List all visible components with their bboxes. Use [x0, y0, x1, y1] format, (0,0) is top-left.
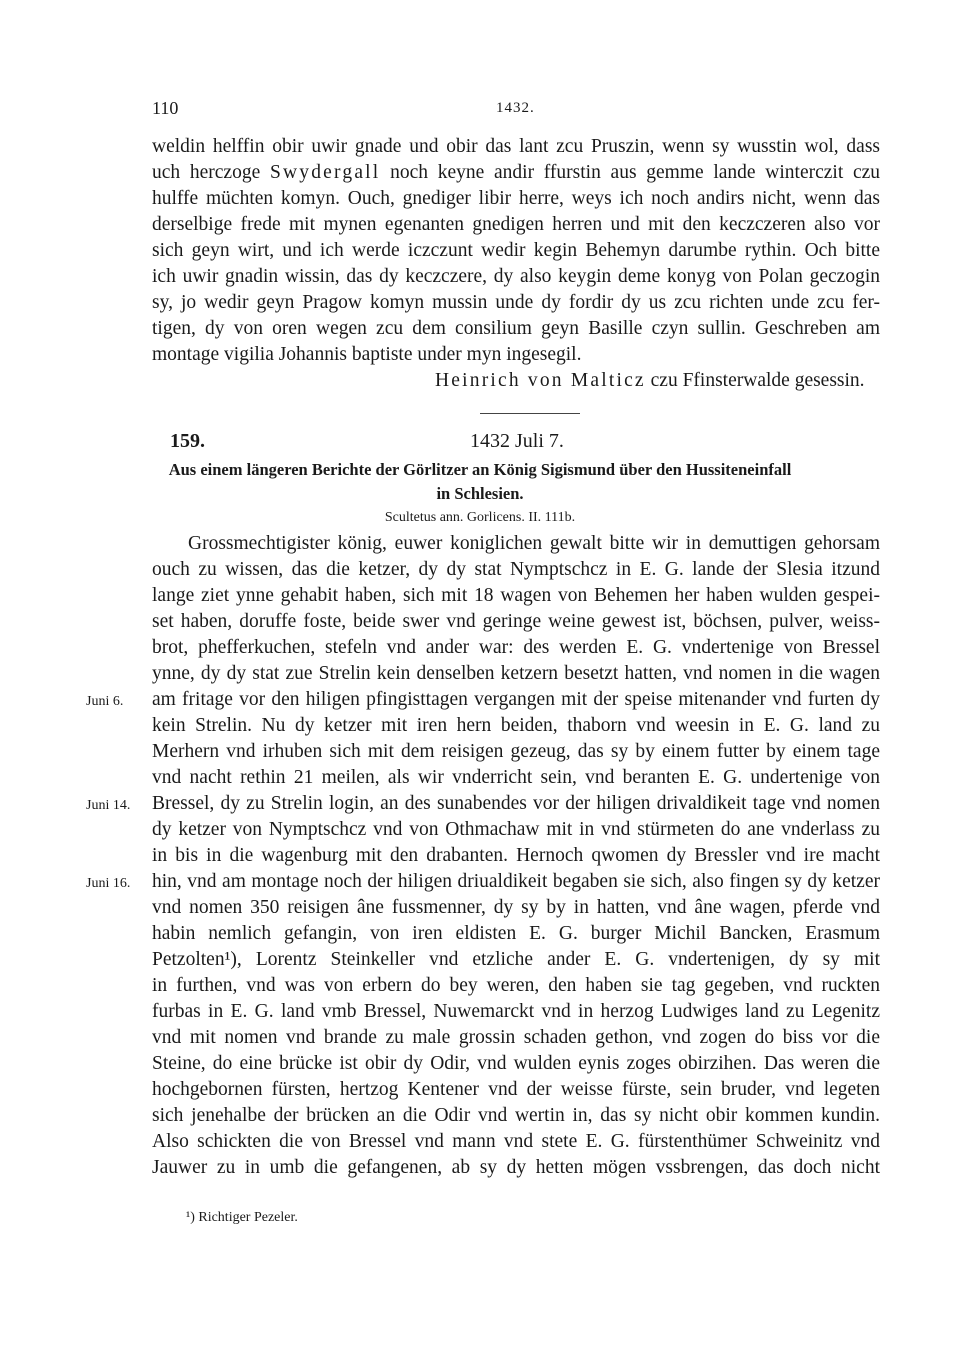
- text-line: ich uwir gnadin wissin, das dy keczczere, dy also keygin deme konyg von Polan geczogin: [152, 266, 880, 287]
- source-reference: Scultetus ann. Gorlicens. II. 111b.: [384, 510, 576, 525]
- text-line: [152, 160, 880, 186]
- text-line: Petzolten¹), Lorentz Steinkeller vnd etzliche ander E. G. vndertenigen, dy sy mit: [152, 949, 880, 970]
- document-title: Aus einem längeren Berichte der Görlitzer an König Sigismund über den Hussiteneinfall: [168, 460, 792, 479]
- text-line: hochgebornen fürsten, hertzog Kentener vnd der weisse fürste, sein bruder, vnd legeten: [152, 1079, 880, 1100]
- text-line: montage vigilia Johannis baptiste under myn ingesegil.: [152, 344, 582, 365]
- text-line: weldin helffin obir uwir gnade und obir das lant zcu Pruszin, wenn sy wusstin wol, dass: [152, 136, 880, 157]
- page-number: 110: [152, 98, 179, 118]
- text-line: ynne, dy dy stat zue Strelin kein denselben ketzern besetzt hatten, vnd nomen in die wagen: [152, 663, 880, 684]
- person-name: Swydergall: [269, 162, 381, 183]
- text-line: Also schickten die von Bressel vnd mann vnd stete E. G. fürstenthümer Schweinitz vnd: [152, 1131, 880, 1152]
- text-segment: noch keyne andir ffurstin aus gemme lande winterczit czu: [390, 162, 881, 183]
- text-line: tigen, dy von oren wegen zcu dem consilium geyn Basille czyn sullin. Geschreben am: [152, 318, 880, 339]
- text-line: set haben, doruffe foste, beide swer vnd geringe weine gewest ist, böchsen, pulver, weiss-: [152, 611, 880, 632]
- text-line: Steine, do eine brücke ist obir dy Odir, vnd wulden eynis zoges obirzihen. Das weren die: [152, 1053, 880, 1074]
- text-line: ouch zu wissen, das die ketzer, dy dy stat Nymptschcz in E. G. lande der Slesia itzund: [152, 559, 880, 580]
- text-line: am fritage vor den hiligen pfingisttagen vergangen mit der speise mitenander vnd furten dy: [152, 689, 880, 710]
- text-line: Jauwer zu in umb die gefangenen, ab sy dy hetten mögen vssbrengen, das doch nicht: [152, 1157, 880, 1178]
- text-line: sich geyn wirt, und ich werde iczczunt wedir kegin Behemyn darumbe rythin. Och bitte: [152, 240, 880, 261]
- text-line: sich jenehalbe der brücken an die Odir vnd wertin in, das sy nicht obir kommen kundin.: [152, 1105, 880, 1126]
- margin-date-note: Juni 16.: [86, 876, 131, 891]
- running-head-year: 1432.: [496, 100, 535, 116]
- text-line: in bis in die wagenburg mit den drabanten. Hernoch qwomen dy Bressler vnd ire macht: [152, 845, 880, 866]
- text-line: vnd nomen 350 reisigen âne fussmenner, dy sy by in hatten, vnd âne wagen, pferde vnd: [152, 897, 880, 918]
- text-line: habin nemlich gefangin, von iren eldisten E. G. burger Michil Bancken, Erasmum: [152, 923, 880, 944]
- text-line: hin, vnd am montage noch der hiligen driualdikeit begaben sie sich, also fingen sy dy ketzer: [152, 871, 880, 892]
- section-divider: [480, 413, 580, 414]
- text-line: hulffe müchten komyn. Ouch, gnediger libir herre, weys ich noch andirs nicht, wenn das: [152, 188, 880, 209]
- text-line: Merhern vnd irhuben sich mit dem reisigen gezeug, das sy by einem futter by einem tage: [152, 741, 880, 762]
- text-line: sy, jo wedir geyn Pragow komyn mussin unde dy fordir dy us zcu richten unde zcu fer-: [152, 292, 880, 313]
- text-line: furbas in E. G. land vmb Bressel, Nuwemarckt vnd in herzog Ludwiges land zu Legenitz: [152, 1001, 880, 1022]
- signature-rest: czu Ffinsterwalde gesessin.: [650, 370, 865, 391]
- text-line: Grossmechtigister könig, euwer koniglichen gewalt bitte wir in demuttigen gehorsam: [188, 533, 880, 554]
- text-line: dy ketzer von Nymptschcz vnd von Othmachaw mit in vnd stürmeten do ane vnderlass zu: [152, 819, 880, 840]
- text-segment: uch herczoge: [152, 162, 261, 183]
- text-line: lange ziet ynne gehabit haben, sich mit 18 wagen von Behemen her haben wulden gespei-: [152, 585, 880, 606]
- text-line: kein Strelin. Nu dy ketzer mit iren hern beiden, thaborn vnd weesin in E. G. land zu: [152, 715, 880, 736]
- text-line: Bressel, dy zu Strelin login, an des sunabendes vor der hiligen drivaldikeit tage vnd nomen: [152, 793, 880, 814]
- text-line: in furthen, vnd was von erbern do bey weren, den haben sie tag gegeben, vnd ruckten: [152, 975, 880, 996]
- signature-name: Heinrich von Malticz: [435, 370, 646, 391]
- document-number: 159.: [170, 430, 205, 452]
- margin-date-note: Juni 14.: [86, 798, 131, 813]
- text-line: brot, phefferkuchen, stefeln vnd ander war: des werden E. G. vndertenige von Bressel: [152, 637, 880, 658]
- document-date: 1432 Juli 7.: [470, 430, 564, 452]
- signature: [435, 370, 865, 392]
- text-line: vnd mit nomen vnd brande zu male grossin schaden gethon, vnd zogen do biss vor die: [152, 1027, 880, 1048]
- text-line: vnd nacht rethin 21 meilen, als wir vnderricht sein, vnd beranten E. G. undertenige von: [152, 767, 880, 788]
- margin-date-note: Juni 6.: [86, 694, 124, 709]
- footnote: ¹) Richtiger Pezeler.: [186, 1210, 298, 1225]
- document-title-cont: in Schlesien.: [436, 484, 524, 503]
- text-line: derselbige frede mit mynen egenanten gnedigen herren und mit den keczczeren also vor: [152, 214, 880, 235]
